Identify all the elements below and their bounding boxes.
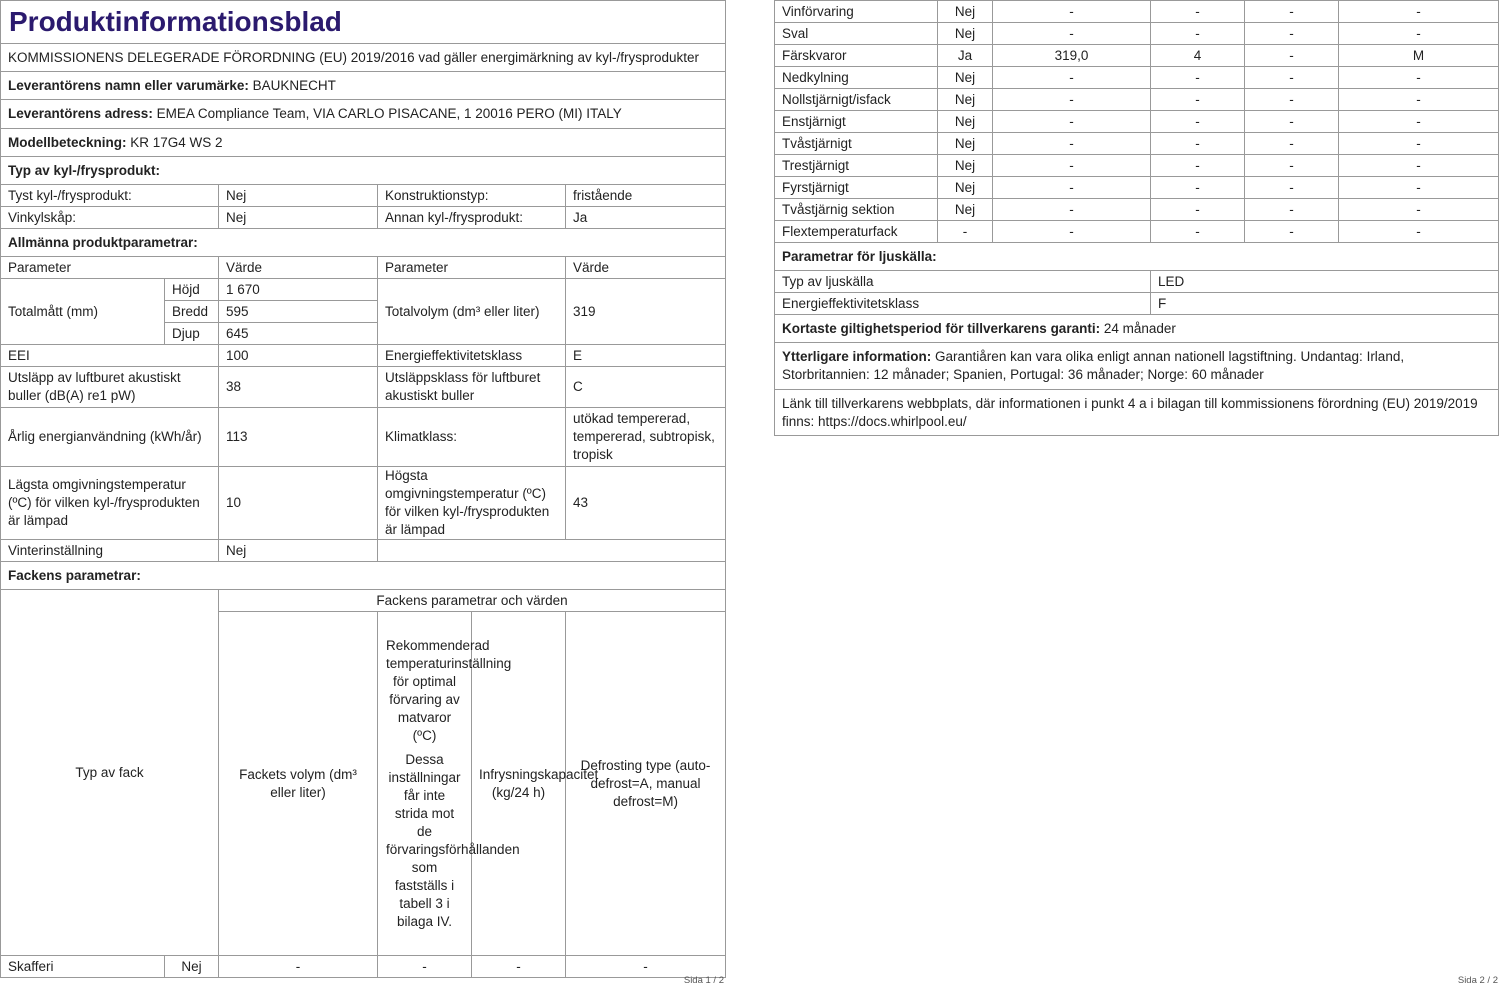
type-value: Ja bbox=[566, 207, 726, 229]
compartment-present: Nej bbox=[938, 23, 993, 45]
model-value: KR 17G4 WS 2 bbox=[130, 134, 223, 150]
compartment-table bbox=[774, 0, 1499, 436]
compartment-volume: - bbox=[993, 67, 1151, 89]
compartment-freeze: - bbox=[1245, 1, 1339, 23]
address-row bbox=[1, 100, 726, 129]
compartment-temp: - bbox=[1151, 23, 1245, 45]
compartment-defrost: M bbox=[1339, 45, 1499, 67]
supplier-value: BAUKNECHT bbox=[252, 77, 336, 93]
compartment-volume: - bbox=[993, 23, 1151, 45]
param-value: E bbox=[566, 345, 726, 367]
compartment-freeze: - bbox=[1245, 23, 1339, 45]
column-header: Parameter bbox=[1, 257, 219, 279]
param-label: Klimatklass: bbox=[378, 408, 566, 467]
compartment-volume-header: Fackets volym (dm³ eller liter) bbox=[219, 612, 378, 956]
compartment-defrost: - bbox=[1339, 177, 1499, 199]
compartment-row bbox=[775, 1, 1499, 23]
depth-value: 645 bbox=[219, 323, 378, 345]
type-value: fristående bbox=[566, 185, 726, 207]
compartment-defrost-header: Defrosting type (auto-defrost=A, manual defrost=M) bbox=[566, 612, 726, 956]
compartment-temp: - bbox=[1151, 155, 1245, 177]
compartment-present: Nej bbox=[938, 1, 993, 23]
compartment-freeze: - bbox=[1245, 155, 1339, 177]
compartment-freeze: - bbox=[1245, 67, 1339, 89]
column-header: Värde bbox=[219, 257, 378, 279]
temp-header-note: Dessa inställningar får inte strida mot de förvaringsförhållanden som fastställs i tabell 3 i bilaga IV. bbox=[386, 751, 520, 929]
temp-header-text: Rekommenderad temperaturinställning för optimal förvaring av matvaror (ºC) bbox=[386, 637, 512, 743]
manufacturer-link[interactable]: Länk till tillverkarens webbplats, där informationen i punkt 4 a i bilagan till kommissionens förordning (EU) 2019/2019 finns: https://docs.whirlpool.eu/ bbox=[775, 390, 1499, 436]
compartment-defrost: - bbox=[1339, 221, 1499, 243]
type-label: Konstruktionstyp: bbox=[378, 185, 566, 207]
warranty-value: 24 månader bbox=[1103, 320, 1176, 336]
compartment-name: Fyrstjärnigt bbox=[775, 177, 938, 199]
compartment-present: Nej bbox=[165, 956, 219, 978]
compartment-volume: - bbox=[993, 199, 1151, 221]
compartment-volume: - bbox=[993, 111, 1151, 133]
height-label: Höjd bbox=[165, 279, 219, 301]
compartment-row bbox=[775, 133, 1499, 155]
compartment-temp: - bbox=[1151, 133, 1245, 155]
param-value: 113 bbox=[219, 408, 378, 467]
compartment-name: Skafferi bbox=[1, 956, 165, 978]
page-footer: Sida 1 / 2 bbox=[683, 975, 724, 986]
compartment-name: Sval bbox=[775, 23, 938, 45]
light-type-value: LED bbox=[1151, 271, 1499, 293]
type-value: Nej bbox=[219, 185, 378, 207]
compartment-freeze: - bbox=[472, 956, 566, 978]
compartment-name: Färskvaror bbox=[775, 45, 938, 67]
type-label: Annan kyl-/frysprodukt: bbox=[378, 207, 566, 229]
supplier-label: Leverantörens namn eller varumärke: bbox=[8, 77, 249, 93]
depth-label: Djup bbox=[165, 323, 219, 345]
compartment-volume: - bbox=[993, 155, 1151, 177]
compartment-defrost: - bbox=[1339, 23, 1499, 45]
compartment-defrost: - bbox=[1339, 89, 1499, 111]
height-value: 1 670 bbox=[219, 279, 378, 301]
volume-label: Totalvolym (dm³ eller liter) bbox=[378, 279, 566, 345]
additional-label: Ytterligare information: bbox=[782, 349, 932, 364]
additional-value: Garantiåren kan vara olika enligt annan nationell lagstiftning. Undantag: Irland, Storbritannien: 12 månader; Spanien, Portugal: 36 månader; Norge: 60 månader bbox=[782, 349, 1405, 382]
compartment-present: Nej bbox=[938, 111, 993, 133]
compartment-freeze: - bbox=[1245, 89, 1339, 111]
type-label: Tyst kyl-/frysprodukt: bbox=[1, 185, 219, 207]
column-header: Parameter bbox=[378, 257, 566, 279]
type-heading: Typ av kyl-/frysprodukt: bbox=[1, 157, 726, 185]
page-2 bbox=[774, 0, 1498, 986]
compartment-row bbox=[775, 221, 1499, 243]
compartment-temp: - bbox=[1151, 177, 1245, 199]
compartment-defrost: - bbox=[1339, 155, 1499, 177]
light-class-label: Energieffektivitetsklass bbox=[775, 293, 1151, 315]
compartment-name: Nollstjärnigt/isfack bbox=[775, 89, 938, 111]
compartment-rows bbox=[775, 1, 1499, 243]
volume-value: 319 bbox=[566, 279, 726, 345]
regulation-text: KOMMISSIONENS DELEGERADE FÖRORDNING (EU) 2019/2016 vad gäller energimärkning av kyl-/frysprodukter bbox=[1, 44, 726, 72]
compartment-name: Tvåstjärnig sektion bbox=[775, 199, 938, 221]
compartment-name: Enstjärnigt bbox=[775, 111, 938, 133]
compartment-present: Nej bbox=[938, 89, 993, 111]
address-label: Leverantörens adress: bbox=[8, 106, 153, 121]
compartment-defrost: - bbox=[1339, 111, 1499, 133]
light-class-value: F bbox=[1151, 293, 1499, 315]
compartment-present: Nej bbox=[938, 67, 993, 89]
compartment-temp: - bbox=[1151, 111, 1245, 133]
compartment-volume: - bbox=[993, 89, 1151, 111]
param-label: Utsläppsklass för luftburet akustiskt buller bbox=[378, 367, 566, 408]
additional-info-row bbox=[775, 343, 1499, 390]
compartment-row bbox=[775, 177, 1499, 199]
compartment-temp-header bbox=[378, 612, 520, 956]
compartment-group-header: Fackens parametrar och värden bbox=[219, 590, 726, 612]
compartment-row bbox=[775, 89, 1499, 111]
compartment-present: Nej bbox=[938, 133, 993, 155]
compartment-name: Vinförvaring bbox=[775, 1, 938, 23]
compartment-volume: - bbox=[993, 133, 1151, 155]
general-heading: Allmänna produktparametrar: bbox=[1, 229, 726, 257]
compartment-volume: - bbox=[219, 956, 378, 978]
light-heading: Parametrar för ljuskälla: bbox=[775, 243, 1499, 271]
model-label: Modellbeteckning: bbox=[8, 134, 127, 150]
model-row bbox=[1, 129, 726, 157]
compartment-name: Nedkylning bbox=[775, 67, 938, 89]
param-value: 10 bbox=[219, 467, 378, 540]
compartment-defrost: - bbox=[1339, 1, 1499, 23]
compartment-freeze: - bbox=[1245, 133, 1339, 155]
compartment-temp: - bbox=[1151, 89, 1245, 111]
compartment-defrost: - bbox=[1339, 199, 1499, 221]
page-footer: Sida 2 / 2 bbox=[1457, 975, 1498, 986]
compartment-freeze: - bbox=[1245, 45, 1339, 67]
param-label: EEI bbox=[1, 345, 219, 367]
param-value: utökad tempererad, tempererad, subtropisk, tropisk bbox=[566, 408, 726, 467]
width-value: 595 bbox=[219, 301, 378, 323]
param-value: 43 bbox=[566, 467, 726, 540]
compartment-row bbox=[775, 45, 1499, 67]
light-type-label: Typ av ljuskälla bbox=[775, 271, 1151, 293]
winter-value: Nej bbox=[219, 540, 378, 562]
compartment-volume: - bbox=[993, 177, 1151, 199]
compartment-freeze: - bbox=[1245, 177, 1339, 199]
supplier-row bbox=[1, 72, 726, 100]
winter-label: Vinterinställning bbox=[1, 540, 219, 562]
compartment-name: Flextemperaturfack bbox=[775, 221, 938, 243]
compartment-type-header: Typ av fack bbox=[1, 590, 219, 956]
address-value: EMEA Compliance Team, VIA CARLO PISACANE, 1 20016 PERO (MI) ITALY bbox=[156, 106, 622, 121]
compartment-temp: - bbox=[1151, 67, 1245, 89]
compartment-row bbox=[775, 155, 1499, 177]
param-label: Årlig energianvändning (kWh/år) bbox=[1, 408, 219, 467]
compartment-freeze-header: Infrysningskapacitet (kg/24 h) bbox=[472, 612, 566, 956]
compartment-present: - bbox=[938, 221, 993, 243]
param-label: Utsläpp av luftburet akustiskt buller (dB(A) re1 pW) bbox=[1, 367, 219, 408]
param-label: Lägsta omgivningstemperatur (ºC) för vilken kyl-/frysprodukten är lämpad bbox=[1, 467, 219, 540]
compartment-temp: 4 bbox=[1151, 45, 1245, 67]
column-header: Värde bbox=[566, 257, 726, 279]
width-label: Bredd bbox=[165, 301, 219, 323]
compartment-row bbox=[775, 67, 1499, 89]
compartment-temp: - bbox=[1151, 1, 1245, 23]
param-label: Energieffektivitetsklass bbox=[378, 345, 566, 367]
product-info-table bbox=[0, 0, 726, 978]
param-value: 38 bbox=[219, 367, 378, 408]
compartment-present: Nej bbox=[938, 199, 993, 221]
compartment-temp: - bbox=[1151, 221, 1245, 243]
page-1 bbox=[0, 0, 726, 986]
compartment-row bbox=[775, 199, 1499, 221]
type-value: Nej bbox=[219, 207, 378, 229]
warranty-row bbox=[775, 315, 1499, 343]
page-title: Produktinformationsblad bbox=[1, 1, 726, 44]
compartment-row bbox=[775, 23, 1499, 45]
type-label: Vinkylskåp: bbox=[1, 207, 219, 229]
compartment-defrost: - bbox=[1339, 67, 1499, 89]
compartment-present: Ja bbox=[938, 45, 993, 67]
compartment-present: Nej bbox=[938, 177, 993, 199]
compartment-present: Nej bbox=[938, 155, 993, 177]
compartment-volume: - bbox=[993, 221, 1151, 243]
compartment-name: Tvåstjärnigt bbox=[775, 133, 938, 155]
compartment-defrost: - bbox=[1339, 133, 1499, 155]
compartment-volume: - bbox=[993, 1, 1151, 23]
param-label: Högsta omgivningstemperatur (ºC) för vilken kyl-/frysprodukten är lämpad bbox=[378, 467, 566, 540]
compartment-heading: Fackens parametrar: bbox=[1, 562, 726, 590]
compartment-volume: 319,0 bbox=[993, 45, 1151, 67]
compartment-row bbox=[775, 111, 1499, 133]
param-value: 100 bbox=[219, 345, 378, 367]
compartment-freeze: - bbox=[1245, 221, 1339, 243]
compartment-name: Trestjärnigt bbox=[775, 155, 938, 177]
dimensions-label: Totalmått (mm) bbox=[1, 279, 165, 345]
warranty-label: Kortaste giltighetsperiod för tillverkarens garanti: bbox=[782, 320, 1101, 336]
compartment-freeze: - bbox=[1245, 199, 1339, 221]
param-value: C bbox=[566, 367, 726, 408]
compartment-temp: - bbox=[1151, 199, 1245, 221]
compartment-freeze: - bbox=[1245, 111, 1339, 133]
compartment-defrost: - bbox=[566, 956, 726, 978]
compartment-temp: - bbox=[378, 956, 472, 978]
